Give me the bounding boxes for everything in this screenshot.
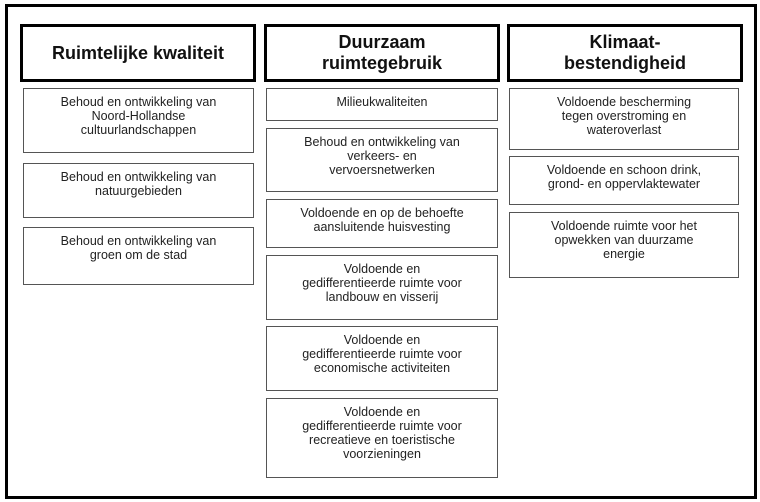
box-item-label: Behoud en ontwikkeling van verkeers- en vervoersnetwerken [304, 135, 460, 177]
box-item-label: Voldoende ruimte voor het opwekken van duurzame energie [551, 219, 697, 261]
box-item [266, 128, 498, 192]
box-item-label: Behoud en ontwikkeling van natuurgebieden [60, 170, 217, 198]
box-item-label: Behoud en ontwikkeling van Noord-Hollandse cultuurlandschappen [60, 95, 217, 137]
box-item-label: Voldoende en gedifferentieerde ruimte voor economische activiteiten [302, 333, 462, 375]
box-item [509, 156, 739, 205]
column-header-label: Klimaat- bestendigheid [563, 32, 686, 73]
box-item [266, 398, 498, 478]
box-item [509, 88, 739, 150]
box-item-label: Voldoende en gedifferentieerde ruimte voor recreatieve en toeristische voorzieningen [302, 405, 462, 461]
box-item-label: Voldoende bescherming tegen overstroming en wateroverlast [556, 95, 692, 137]
box-item-label: Voldoende en schoon drink, grond- en oppervlaktewater [546, 163, 702, 191]
column-header-label: Duurzaam ruimtegebruik [321, 32, 443, 73]
box-item-label: Voldoende en gedifferentieerde ruimte voor landbouw en visserij [302, 262, 462, 304]
box-item-label: Milieukwaliteiten [336, 95, 428, 109]
box-item [23, 163, 254, 218]
box-item [509, 212, 739, 278]
box-item [266, 199, 498, 248]
column-header-label: Ruimtelijke kwaliteit [51, 42, 225, 63]
column-header-duurzaam-ruimtegebruik [264, 24, 500, 82]
box-item-label: Voldoende en op de behoefte aansluitende huisvesting [300, 206, 464, 234]
box-item [266, 88, 498, 121]
box-item-label: Behoud en ontwikkeling van groen om de stad [60, 234, 217, 262]
box-item [266, 255, 498, 320]
box-item [266, 326, 498, 391]
column-header-klimaatbestendigheid [507, 24, 743, 82]
box-item [23, 88, 254, 153]
column-header-ruimtelijke-kwaliteit [20, 24, 256, 82]
box-item [23, 227, 254, 285]
